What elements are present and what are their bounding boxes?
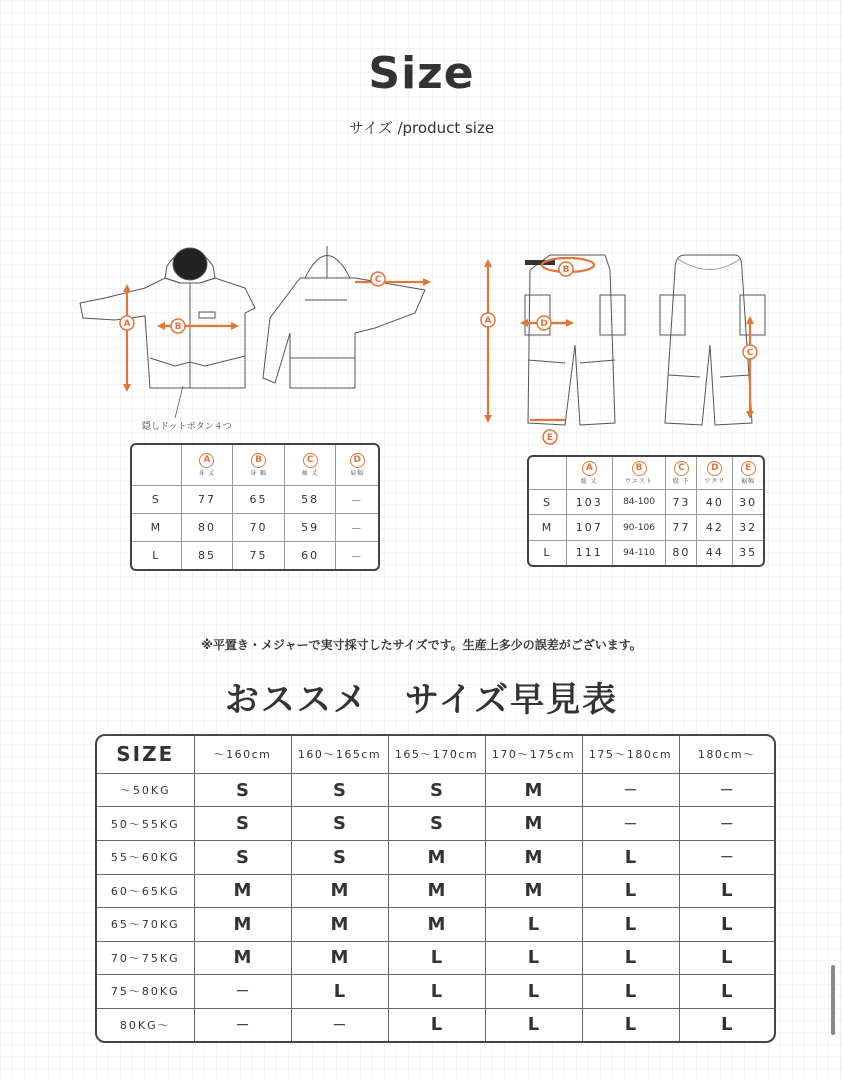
scrollbar[interactable] — [831, 965, 835, 1035]
rec-row-label: 60～65KG — [97, 874, 194, 908]
rec-cell: M — [388, 840, 485, 874]
rec-row-label: 70～75KG — [97, 941, 194, 975]
rec-header-row — [97, 736, 774, 773]
jacket-col-c: C 袖 丈 — [284, 445, 336, 486]
jacket-col-d: D 肩幅 — [336, 445, 378, 486]
svg-text:B: B — [562, 265, 570, 275]
rec-cell: － — [679, 773, 774, 807]
rec-cell: M — [194, 908, 291, 942]
rec-cell: L — [679, 1008, 774, 1041]
rec-cell: M — [485, 840, 582, 874]
rec-cell: S — [291, 840, 388, 874]
rec-cell: S — [388, 807, 485, 841]
rec-cell: L — [582, 908, 679, 942]
rec-row — [97, 1008, 774, 1041]
pants-col-d: D ワタリ — [697, 457, 733, 489]
rec-row — [97, 807, 774, 841]
jacket-col-b: B 身 幅 — [233, 445, 285, 486]
pants-row-s: S 103 84-100 73 40 30 — [529, 489, 763, 515]
rec-col-header: ～160cm — [194, 736, 291, 773]
rec-col-header: 175～180cm — [582, 736, 679, 773]
rec-row — [97, 874, 774, 908]
rec-cell: L — [291, 975, 388, 1009]
jacket-row-l: L 85 75 60 － — [132, 542, 378, 569]
rec-cell: － — [194, 975, 291, 1009]
svg-text:E: E — [546, 433, 554, 443]
rec-cell: M — [485, 807, 582, 841]
rec-cell: M — [485, 874, 582, 908]
rec-row-label: 50～55KG — [97, 807, 194, 841]
rec-cell: － — [679, 807, 774, 841]
rec-cell: L — [679, 975, 774, 1009]
page-subtitle: サイズ /product size — [348, 119, 495, 137]
jacket-col-a: A 身 丈 — [181, 445, 233, 486]
rec-row-label: 65～70KG — [97, 908, 194, 942]
pants-col-e: E 裾幅 — [733, 457, 763, 489]
rec-cell: S — [194, 773, 291, 807]
rec-cell: S — [194, 840, 291, 874]
pants-col-a: A 総 丈 — [566, 457, 612, 489]
svg-text:A: A — [484, 316, 492, 326]
rec-row — [97, 941, 774, 975]
rec-row-label: ～50KG — [97, 773, 194, 807]
svg-text:C: C — [746, 348, 754, 358]
rec-row-label: 55～60KG — [97, 840, 194, 874]
rec-cell: L — [388, 1008, 485, 1041]
rec-cell: － — [582, 773, 679, 807]
jacket-size-table — [130, 443, 380, 571]
rec-row-label: 80KG～ — [97, 1008, 194, 1041]
svg-text:A: A — [123, 319, 131, 329]
rec-cell: M — [291, 908, 388, 942]
rec-cell: S — [291, 807, 388, 841]
rec-cell: L — [582, 975, 679, 1009]
rec-cell: L — [485, 975, 582, 1009]
rec-cell: M — [291, 874, 388, 908]
rec-cell: L — [679, 908, 774, 942]
rec-cell: － — [582, 807, 679, 841]
rec-col-header: 160～165cm — [291, 736, 388, 773]
pants-row-m: M 107 90-106 77 42 32 — [529, 515, 763, 541]
jacket-row-s: S 77 65 58 － — [132, 486, 378, 514]
rec-row — [97, 908, 774, 942]
jacket-illustration — [75, 238, 445, 438]
rec-cell: M — [194, 874, 291, 908]
pants-size-table — [527, 455, 765, 567]
page-title: Size — [368, 48, 475, 99]
rec-cell: L — [388, 975, 485, 1009]
rec-corner-label: SIZE — [116, 742, 175, 767]
rec-row — [97, 840, 774, 874]
svg-text:C: C — [374, 275, 382, 285]
rec-cell: S — [194, 807, 291, 841]
rec-col-header: 165～170cm — [388, 736, 485, 773]
pants-col-b: B ウエスト — [612, 457, 666, 489]
rec-cell: L — [582, 1008, 679, 1041]
rec-cell: M — [485, 773, 582, 807]
rec-cell: S — [291, 773, 388, 807]
svg-text:D: D — [540, 319, 548, 329]
recommendation-table — [95, 734, 776, 1043]
rec-cell: － — [291, 1008, 388, 1041]
pants-illustration — [470, 245, 790, 445]
rec-cell: L — [485, 908, 582, 942]
rec-cell: M — [388, 874, 485, 908]
rec-row — [97, 975, 774, 1009]
measurement-note: ※平置き・メジャーで実寸採寸したサイズです。生産上多少の誤差がございます。 — [201, 638, 642, 652]
jacket-row-m: M 80 70 59 － — [132, 514, 378, 542]
rec-cell: L — [582, 840, 679, 874]
rec-cell: L — [679, 941, 774, 975]
recommendation-title: おススメ サイズ早見表 — [224, 680, 619, 720]
rec-cell: S — [388, 773, 485, 807]
rec-cell: － — [194, 1008, 291, 1041]
rec-col-header: 170～175cm — [485, 736, 582, 773]
rec-cell: M — [291, 941, 388, 975]
hidden-button-note: 隠しドットボタン４つ — [142, 422, 232, 432]
rec-cell: － — [679, 840, 774, 874]
rec-row — [97, 773, 774, 807]
rec-cell: L — [388, 941, 485, 975]
rec-cell: L — [679, 874, 774, 908]
svg-text:B: B — [174, 322, 182, 332]
rec-cell: L — [485, 1008, 582, 1041]
pants-row-l: L 111 94-110 80 44 35 — [529, 540, 763, 565]
rec-cell: M — [388, 908, 485, 942]
rec-cell: L — [582, 941, 679, 975]
rec-col-header: 180cm～ — [679, 736, 774, 773]
rec-cell: L — [485, 941, 582, 975]
rec-row-label: 75～80KG — [97, 975, 194, 1009]
rec-cell: M — [194, 941, 291, 975]
pants-col-c: C 股 下 — [666, 457, 697, 489]
rec-cell: L — [582, 874, 679, 908]
